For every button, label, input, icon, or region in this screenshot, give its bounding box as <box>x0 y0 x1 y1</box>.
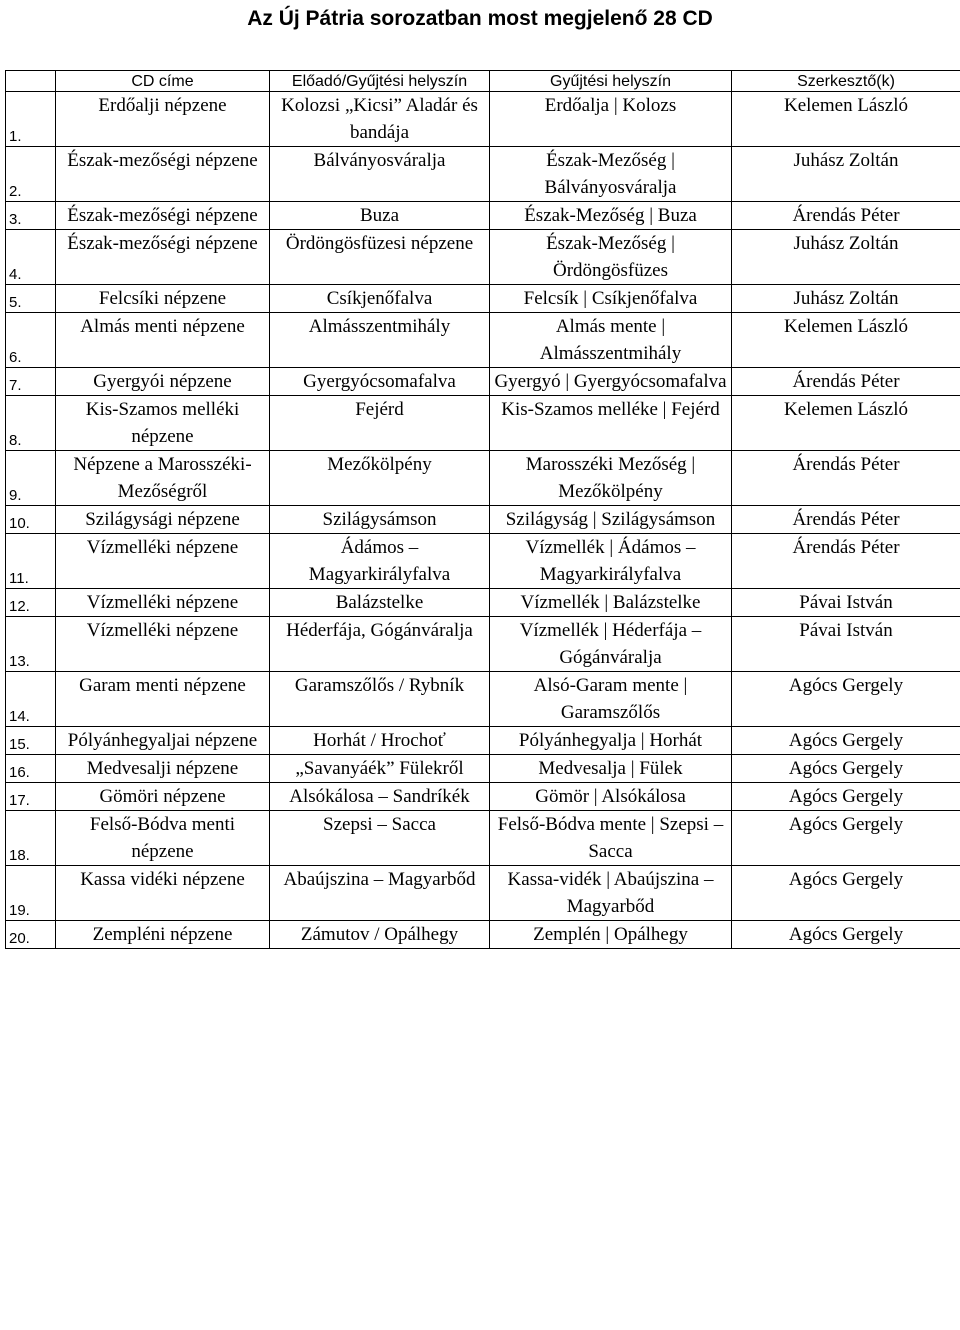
row-number: 13. <box>6 617 56 672</box>
header-editor: Szerkesztő(k) <box>732 71 960 92</box>
cd-title: Kassa vidéki népzene <box>56 866 270 921</box>
performer: Buza <box>270 202 490 230</box>
row-number: 4. <box>6 230 56 285</box>
row-number: 9. <box>6 451 56 506</box>
performer: Héderfája, Gógánváralja <box>270 617 490 672</box>
editor: Juhász Zoltán <box>732 285 960 313</box>
editor: Agócs Gergely <box>732 755 960 783</box>
performer: Garamszőlős / Rybník <box>270 672 490 727</box>
editor: Pávai István <box>732 589 960 617</box>
table-header-row <box>6 71 960 92</box>
page-title: Az Új Pátria sorozatban most megjelenő 28 CD <box>247 7 713 30</box>
cd-title: Észak-mezőségi népzene <box>56 147 270 202</box>
cd-title: Pólyánhegyaljai népzene <box>56 727 270 755</box>
row-number: 17. <box>6 783 56 811</box>
location: Pólyánhegyalja | Horhát <box>490 727 732 755</box>
header-location: Gyűjtési helyszín <box>490 71 732 92</box>
cd-title: Medvesalji népzene <box>56 755 270 783</box>
editor: Agócs Gergely <box>732 866 960 921</box>
editor: Árendás Péter <box>732 534 960 589</box>
cd-title: Zempléni népzene <box>56 921 270 949</box>
performer: Abaújszina – Magyarbőd <box>270 866 490 921</box>
table-row <box>6 617 960 672</box>
performer: Balázstelke <box>270 589 490 617</box>
editor: Agócs Gergely <box>732 727 960 755</box>
editor: Agócs Gergely <box>732 811 960 866</box>
performer: Mezőkölpény <box>270 451 490 506</box>
performer: Bálványosváralja <box>270 147 490 202</box>
row-number: 15. <box>6 727 56 755</box>
row-number: 20. <box>6 921 56 949</box>
table-body <box>6 92 960 949</box>
location: Észak-Mezőség | Buza <box>490 202 732 230</box>
table-row <box>6 783 960 811</box>
table-row <box>6 921 960 949</box>
cd-title: Észak-mezőségi népzene <box>56 202 270 230</box>
table-row <box>6 285 960 313</box>
location: Vízmellék | Ádámos – Magyarkirályfalva <box>490 534 732 589</box>
table-row <box>6 589 960 617</box>
table-row <box>6 396 960 451</box>
cd-title: Észak-mezőségi népzene <box>56 230 270 285</box>
row-number: 19. <box>6 866 56 921</box>
row-number: 1. <box>6 92 56 147</box>
location: Marosszéki Mezőség | Mezőkölpény <box>490 451 732 506</box>
cd-title: Garam menti népzene <box>56 672 270 727</box>
location: Vízmellék | Balázstelke <box>490 589 732 617</box>
row-number: 16. <box>6 755 56 783</box>
location: Észak-Mezőség | Bálványosváralja <box>490 147 732 202</box>
location: Gyergyó | Gyergyócsomafalva <box>490 368 732 396</box>
cd-title: Almás menti népzene <box>56 313 270 368</box>
editor: Kelemen László <box>732 396 960 451</box>
performer: Kolozsi „Kicsi” Aladár és bandája <box>270 92 490 147</box>
editor: Árendás Péter <box>732 506 960 534</box>
editor: Árendás Péter <box>732 202 960 230</box>
performer: Csíkjenőfalva <box>270 285 490 313</box>
editor: Agócs Gergely <box>732 921 960 949</box>
editor: Kelemen László <box>732 313 960 368</box>
cd-title: Felső-Bódva menti népzene <box>56 811 270 866</box>
row-number: 5. <box>6 285 56 313</box>
table-row <box>6 368 960 396</box>
table-row <box>6 534 960 589</box>
row-number: 18. <box>6 811 56 866</box>
row-number: 14. <box>6 672 56 727</box>
location: Kassa-vidék | Abaújszina – Magyarbőd <box>490 866 732 921</box>
editor: Agócs Gergely <box>732 783 960 811</box>
performer: „Savanyáék” Fülekről <box>270 755 490 783</box>
table-row <box>6 866 960 921</box>
performer: Ádámos – Magyarkirályfalva <box>270 534 490 589</box>
row-number: 3. <box>6 202 56 230</box>
cd-title: Szilágysági népzene <box>56 506 270 534</box>
location: Észak-Mezőség | Ördöngösfüzes <box>490 230 732 285</box>
cd-title: Vízmelléki népzene <box>56 534 270 589</box>
cd-title: Kis-Szamos melléki népzene <box>56 396 270 451</box>
table-row <box>6 727 960 755</box>
header-performer: Előadó/Gyűjtési helyszín <box>270 71 490 92</box>
editor: Árendás Péter <box>732 368 960 396</box>
performer: Almásszentmihály <box>270 313 490 368</box>
location: Szilágyság | Szilágysámson <box>490 506 732 534</box>
row-number: 10. <box>6 506 56 534</box>
header-cd-title: CD címe <box>56 71 270 92</box>
cd-title: Gyergyói népzene <box>56 368 270 396</box>
performer: Szepsi – Sacca <box>270 811 490 866</box>
performer: Fejérd <box>270 396 490 451</box>
cd-title: Vízmelléki népzene <box>56 589 270 617</box>
editor: Árendás Péter <box>732 451 960 506</box>
editor: Kelemen László <box>732 92 960 147</box>
cd-title: Gömöri népzene <box>56 783 270 811</box>
row-number: 8. <box>6 396 56 451</box>
table-row <box>6 755 960 783</box>
performer: Alsókálosa – Sandríkék <box>270 783 490 811</box>
cd-title: Felcsíki népzene <box>56 285 270 313</box>
location: Almás mente | Almásszentmihály <box>490 313 732 368</box>
cd-title: Vízmelléki népzene <box>56 617 270 672</box>
performer: Gyergyócsomafalva <box>270 368 490 396</box>
location: Kis-Szamos melléke | Fejérd <box>490 396 732 451</box>
cd-title: Erdőalji népzene <box>56 92 270 147</box>
editor: Pávai István <box>732 617 960 672</box>
header-number <box>6 71 56 92</box>
editor: Juhász Zoltán <box>732 147 960 202</box>
location: Alsó-Garam mente | Garamszőlős <box>490 672 732 727</box>
table-row <box>6 672 960 727</box>
location: Vízmellék | Héderfája – Gógánváralja <box>490 617 732 672</box>
table-row <box>6 313 960 368</box>
location: Erdőalja | Kolozs <box>490 92 732 147</box>
row-number: 11. <box>6 534 56 589</box>
cd-table <box>5 70 960 949</box>
performer: Szilágysámson <box>270 506 490 534</box>
row-number: 2. <box>6 147 56 202</box>
editor: Agócs Gergely <box>732 672 960 727</box>
performer: Ördöngösfüzesi népzene <box>270 230 490 285</box>
location: Zemplén | Opálhegy <box>490 921 732 949</box>
location: Felcsík | Csíkjenőfalva <box>490 285 732 313</box>
table-row <box>6 147 960 202</box>
table-row <box>6 506 960 534</box>
table-row <box>6 451 960 506</box>
row-number: 6. <box>6 313 56 368</box>
location: Gömör | Alsókálosa <box>490 783 732 811</box>
table-row <box>6 202 960 230</box>
cd-title: Népzene a Marosszéki-Mezőségről <box>56 451 270 506</box>
row-number: 7. <box>6 368 56 396</box>
editor: Juhász Zoltán <box>732 230 960 285</box>
location: Felső-Bódva mente | Szepsi – Sacca <box>490 811 732 866</box>
table-row <box>6 230 960 285</box>
performer: Zámutov / Opálhegy <box>270 921 490 949</box>
performer: Horhát / Hrochoť <box>270 727 490 755</box>
table-row <box>6 92 960 147</box>
table-row <box>6 811 960 866</box>
location: Medvesalja | Fülek <box>490 755 732 783</box>
row-number: 12. <box>6 589 56 617</box>
